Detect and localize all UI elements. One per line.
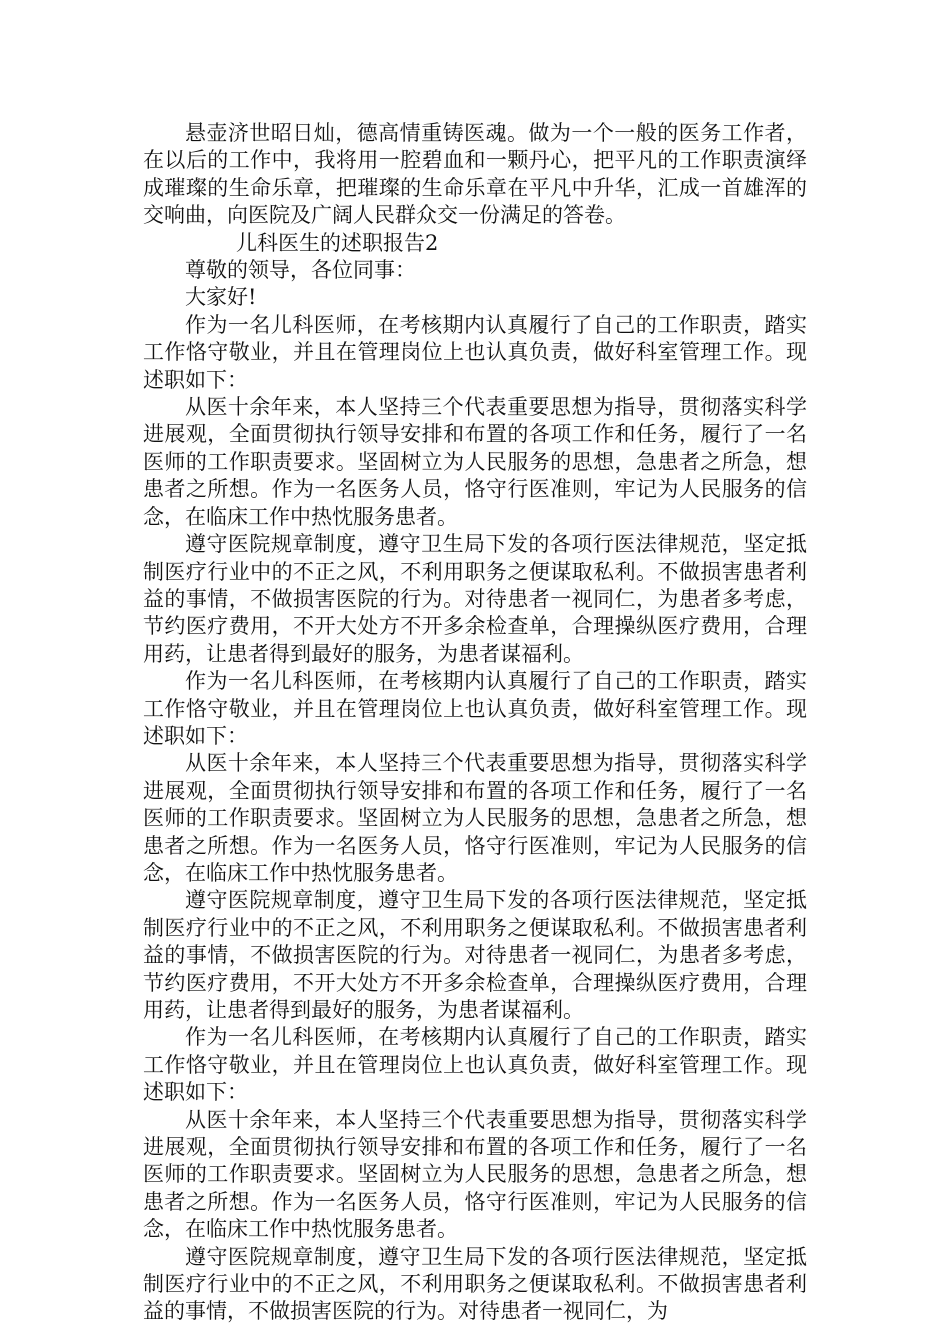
document-body — [143, 120, 807, 1326]
section-heading: 儿科医生的述职报告2 — [236, 230, 439, 255]
salutation: 尊敬的领导，各位同事： — [185, 258, 416, 283]
paragraph: 从医十余年来，本人坚持三个代表重要思想为指导，贯彻落实科学进展观，全面贯彻执行领导安排和布置的各项工作和任务，履行了一名医师的工作职责要求。坚固树立为人民服务的思想，急患者之所急，想患者之所想。作为一名医务人员，恪守行医准则，牢记为人民服务的信念，在临床工作中热忱服务患者。 — [143, 751, 807, 885]
paragraph: 从医十余年来，本人坚持三个代表重要思想为指导，贯彻落实科学进展观，全面贯彻执行领导安排和布置的各项工作和任务，履行了一名医师的工作职责要求。坚固树立为人民服务的思想，急患者之所急，想患者之所想。作为一名医务人员，恪守行医准则，牢记为人民服务的信念，在临床工作中热忱服务患者。 — [143, 1107, 807, 1242]
paragraph: 从医十余年来，本人坚持三个代表重要思想为指导，贯彻落实科学进展观，全面贯彻执行领导安排和布置的各项工作和任务，履行了一名医师的工作职责要求。坚固树立为人民服务的思想，急患者之所急，想患者之所想。作为一名医务人员，恪守行医准则，牢记为人民服务的信念，在临床工作中热忱服务患者。 — [143, 395, 807, 529]
paragraph: 作为一名儿科医师，在考核期内认真履行了自己的工作职责，踏实工作恪守敬业，并且在管理岗位上也认真负责，做好科室管理工作。现述职如下： — [143, 312, 807, 392]
paragraph: 遵守医院规章制度，遵守卫生局下发的各项行医法律规范，坚定抵制医疗行业中的不正之风，不利用职务之便谋取私利。不做损害患者利益的事情，不做损害医院的行为。对待患者一视同仁，为 — [143, 1244, 807, 1324]
greeting: 大家好! — [185, 285, 257, 310]
paragraph: 遵守医院规章制度，遵守卫生局下发的各项行医法律规范，坚定抵制医疗行业中的不正之风，不利用职务之便谋取私利。不做损害患者利益的事情，不做损害医院的行为。对待患者一视同仁，为患者多考虑，节约医疗费用，不开大处方不开多余检查单，合理操纵医疗费用，合理用药，让患者得到最好的服务，为患者谋福利。 — [143, 888, 807, 1022]
paragraph: 作为一名儿科医师，在考核期内认真履行了自己的工作职责，踏实工作恪守敬业，并且在管理岗位上也认真负责，做好科室管理工作。现述职如下： — [143, 669, 807, 748]
paragraph-closing-remarks: 悬壶济世昭日灿，德高情重铸医魂。做为一个一般的医务工作者，在以后的工作中，我将用一腔碧血和一颗丹心，把平凡的工作职责演绎成璀璨的生命乐章，把璀璨的生命乐章在平凡中升华，汇成一首雄浑的交响曲，向医院及广阔人民群众交一份满足的答卷。 — [143, 121, 807, 228]
paragraph: 作为一名儿科医师，在考核期内认真履行了自己的工作职责，踏实工作恪守敬业，并且在管理岗位上也认真负责，做好科室管理工作。现述职如下： — [143, 1025, 807, 1105]
paragraph: 遵守医院规章制度，遵守卫生局下发的各项行医法律规范，坚定抵制医疗行业中的不正之风，不利用职务之便谋取私利。不做损害患者利益的事情，不做损害医院的行为。对待患者一视同仁，为患者多考虑，节约医疗费用，不开大处方不开多余检查单，合理操纵医疗费用，合理用药，让患者得到最好的服务，为患者谋福利。 — [143, 532, 807, 666]
